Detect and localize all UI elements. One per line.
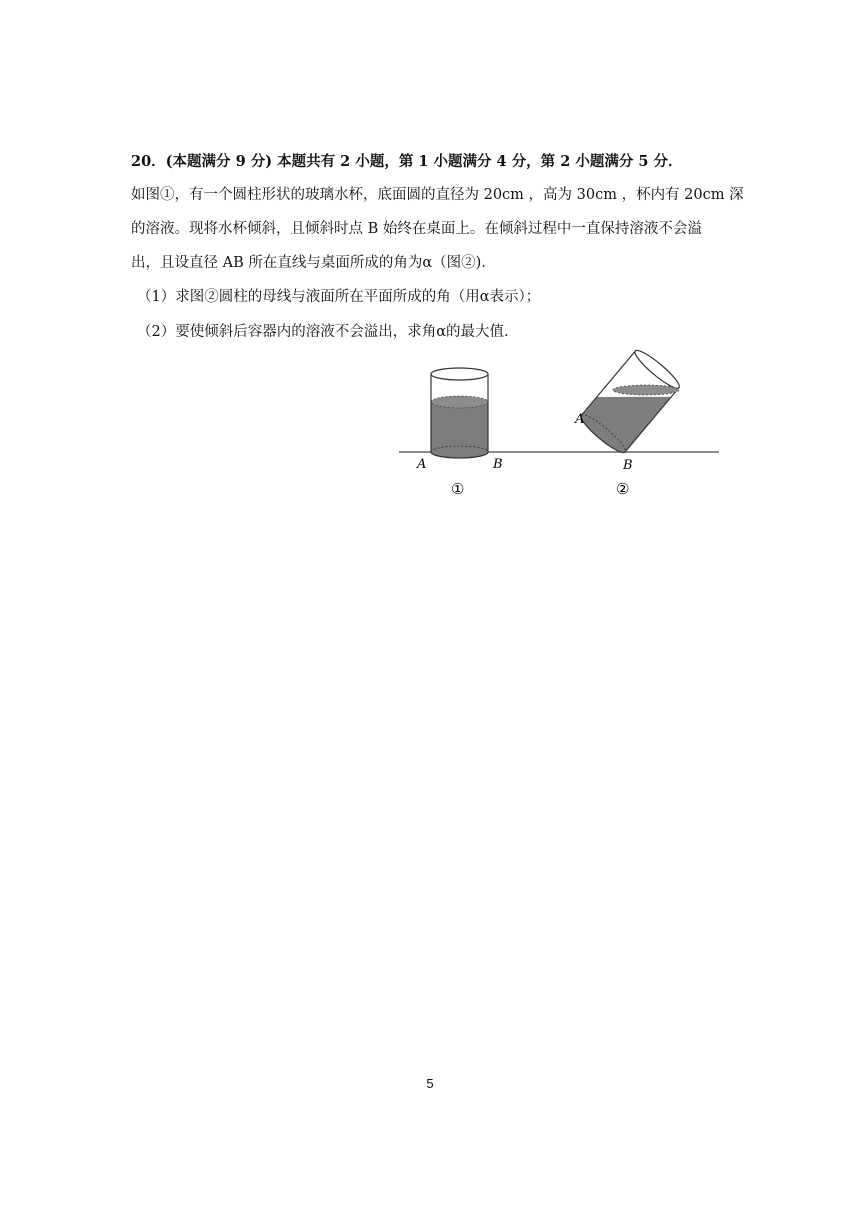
problem-body-line-1: 如图①，有一个圆柱形状的玻璃水杯，底面圆的直径为 20cm ，高为 30cm ，杯内有 20cm 深 <box>131 187 744 203</box>
cylinder-figure <box>395 342 725 502</box>
liquid-surface <box>431 396 488 408</box>
cylinder-top-rim <box>431 368 488 380</box>
page-number: 5 <box>426 1076 434 1091</box>
fig2-label-b: B <box>623 458 633 473</box>
tilted-liquid-surface <box>613 385 679 395</box>
fig2-label-a: A <box>575 412 585 427</box>
tilted-cylinder <box>577 346 682 456</box>
upright-cylinder <box>431 368 488 458</box>
cylinder-diagram <box>395 342 725 502</box>
problem-body-line-3: 出，且设直径 AB 所在直线与桌面所成的角为α（图②)． <box>131 255 496 271</box>
sub-question-1: （1）求图②圆柱的母线与液面所在平面所成的角（用α表示）； <box>137 289 541 305</box>
sub-question-2: （2）要使倾斜后容器内的溶液不会溢出，求角α的最大值． <box>137 324 519 340</box>
fig1-caption: ① <box>451 480 465 498</box>
problem-heading: 20．(本题满分 9 分) 本题共有 2 小题，第 1 小题满分 4 分，第 2 小题满分 5 分． <box>131 153 683 170</box>
fig2-caption: ② <box>616 480 630 498</box>
liquid-body <box>431 402 488 452</box>
problem-body-line-2: 的溶液。现将水杯倾斜，且倾斜时点 B 始终在桌面上。在倾斜过程中一直保持溶液不会溢 <box>131 221 702 237</box>
fig1-label-b: B <box>493 457 503 472</box>
fig1-label-a: A <box>417 457 427 472</box>
